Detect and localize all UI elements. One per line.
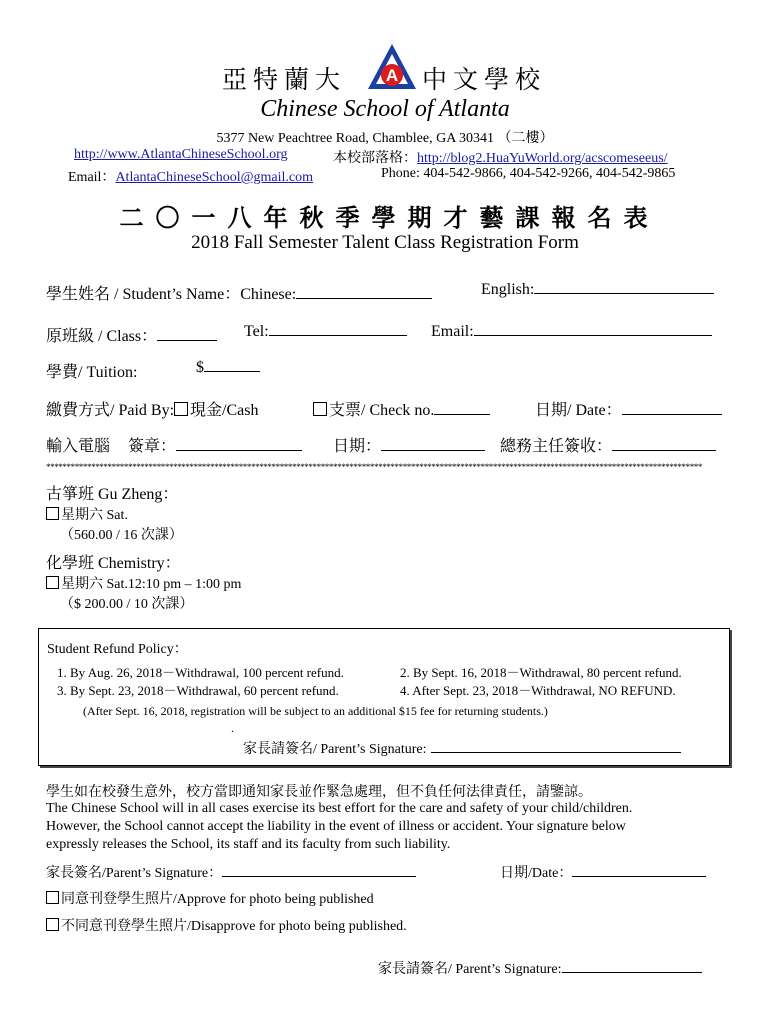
class-label: 原班級 / Class： (46, 328, 158, 345)
class-gu-zheng-title: 古箏班 Gu Zheng： (46, 486, 179, 503)
tuition-field[interactable] (204, 371, 260, 372)
tuition-row (196, 359, 260, 377)
student-name-row (46, 281, 432, 304)
email-field-label: Email: (431, 323, 474, 340)
tel-row (244, 323, 407, 341)
gu-zheng-schedule: 星期六 Sat. (61, 508, 128, 523)
email-label: Email： (68, 170, 116, 185)
check-number-field[interactable] (434, 414, 490, 415)
school-name-zh-right: 中文學校 (422, 67, 547, 94)
email-row (68, 166, 313, 186)
date-field[interactable] (622, 414, 722, 415)
office-date-row (333, 433, 485, 456)
tuition-label: 學費/ Tuition: (46, 364, 138, 381)
blog-label: 本校部落格： (333, 151, 417, 166)
liability-date-field[interactable] (572, 876, 706, 877)
sign-field[interactable] (176, 450, 302, 451)
blog-row (333, 147, 668, 167)
liability-en-line-3: expressly releases the School, its staff and its faculty from such liability. (46, 837, 451, 852)
director-label: 總務主任簽收： (500, 438, 613, 455)
liability-signature-label: 家長簽名/Parent’s Signature： (46, 866, 223, 881)
form-title-en: 2018 Fall Semester Talent Class Registration Form (191, 232, 579, 253)
school-name-zh-left: 亞特蘭大 (222, 67, 347, 94)
refund-note: (After Sept. 16, 2018, registration will be subject to an additional $15 fee for returning students.) (83, 704, 548, 718)
chemistry-checkbox[interactable] (46, 576, 59, 589)
class-gu-zheng-schedule-row (46, 504, 128, 524)
gu-zheng-checkbox[interactable] (46, 507, 59, 520)
tel-label: Tel: (244, 323, 269, 340)
liability-signature-field[interactable] (222, 876, 416, 877)
english-name-field[interactable] (534, 293, 714, 294)
email-link[interactable]: AtlantaChineseSchool@gmail.com (115, 170, 314, 185)
sign-label: 簽章： (128, 438, 177, 455)
chinese-name-field[interactable] (296, 298, 432, 299)
refund-signature-label: 家長請簽名/ Parent’s Signature: (243, 742, 427, 757)
office-date-field[interactable] (381, 450, 485, 451)
cash-checkbox[interactable] (174, 402, 188, 416)
separator-line: **************************************************************************************************************************************************************** (46, 462, 703, 472)
student-name-label: 學生姓名 / Student’s Name：Chinese: (46, 286, 297, 303)
director-row (500, 433, 716, 456)
photo-approve-checkbox[interactable] (46, 891, 59, 904)
liability-zh: 學生如在校發生意外，校方當即通知家長並作緊急處理，但不負任何法律責任，請鑒諒。 (46, 785, 592, 800)
final-signature-row (378, 958, 702, 978)
refund-item-3: 3. By Sept. 23, 2018－Withdrawal, 60 percent refund. (57, 683, 339, 698)
liability-en-line-2: However, the School cannot accept the liability in the event of illness or accident. Your signature below (46, 819, 626, 834)
class-chemistry-fee: （$ 200.00 / 10 次課） (60, 597, 194, 612)
refund-item-1: 1. By Aug. 26, 2018－Withdrawal, 100 percent refund. (57, 665, 344, 680)
class-chemistry-schedule-row (46, 573, 241, 593)
liability-date-row (500, 862, 706, 882)
photo-disapprove-row (46, 915, 407, 935)
blog-link[interactable]: http://blog2.HuaYuWorld.org/acscomeseeus/ (417, 151, 668, 166)
check-label: 支票/ Check no. (329, 402, 435, 419)
refund-signature-field[interactable] (431, 752, 681, 753)
liability-signature-row (46, 862, 416, 882)
liability-date-label: 日期/Date： (500, 866, 573, 881)
phone-numbers: Phone: 404-542-9866, 404-542-9266, 404-542-9865 (381, 166, 676, 181)
check-row (313, 397, 490, 420)
form-title-zh: 二 〇 一 八 年 秋 季 學 期 才 藝 課 報 名 表 (119, 206, 651, 232)
photo-approve-label: 同意刊登學生照片/Approve for photo being published (61, 892, 374, 907)
class-row (46, 323, 217, 346)
english-name-row (481, 281, 714, 299)
liability-en-line-1: The Chinese School will in all cases exercise its best effort for the care and safety of your child/children. (46, 801, 633, 816)
paid-by-row (46, 397, 258, 420)
email-field-row (431, 323, 712, 341)
photo-approve-row (46, 888, 374, 908)
school-name-en: Chinese School of Atlanta (260, 96, 510, 122)
class-field[interactable] (157, 340, 217, 341)
office-use-row (46, 433, 302, 456)
class-gu-zheng-fee: （560.00 / 16 次課） (60, 528, 183, 543)
paid-by-label: 繳費方式/ Paid By: (46, 402, 175, 419)
director-field[interactable] (612, 450, 716, 451)
website-link[interactable]: http://www.AtlantaChineseSchool.org (74, 147, 288, 162)
tel-field[interactable] (269, 335, 407, 336)
final-signature-label: 家長請簽名/ Parent’s Signature: (378, 962, 562, 977)
school-address: 5377 New Peachtree Road, Chamblee, GA 30341 （二樓） (216, 131, 554, 146)
final-signature-field[interactable] (562, 972, 702, 973)
cash-label: 現金/Cash (190, 402, 259, 419)
input-computer-label: 輸入電腦 (46, 438, 111, 455)
photo-disapprove-label: 不同意刊登學生照片/Disapprove for photo being published. (61, 919, 407, 934)
office-date-label: 日期： (333, 438, 382, 455)
logo-letter: A (385, 66, 399, 85)
refund-item-4: 4. After Sept. 23, 2018－Withdrawal, NO REFUND. (400, 683, 676, 698)
refund-policy-title: Student Refund Policy： (47, 642, 188, 657)
english-name-label: English: (481, 281, 535, 298)
photo-disapprove-checkbox[interactable] (46, 918, 59, 931)
email-field[interactable] (474, 335, 712, 336)
check-checkbox[interactable] (313, 402, 327, 416)
refund-signature-row (243, 738, 681, 758)
tuition-currency: $ (196, 359, 204, 376)
date-label: 日期/ Date： (535, 402, 622, 419)
refund-dot: . (231, 721, 234, 735)
class-chemistry-title: 化學班 Chemistry： (46, 555, 181, 572)
school-logo (366, 42, 418, 92)
refund-item-2: 2. By Sept. 16, 2018－Withdrawal, 80 percent refund. (400, 665, 682, 680)
date-row (535, 397, 722, 420)
chemistry-schedule: 星期六 Sat.12:10 pm – 1:00 pm (61, 577, 242, 592)
